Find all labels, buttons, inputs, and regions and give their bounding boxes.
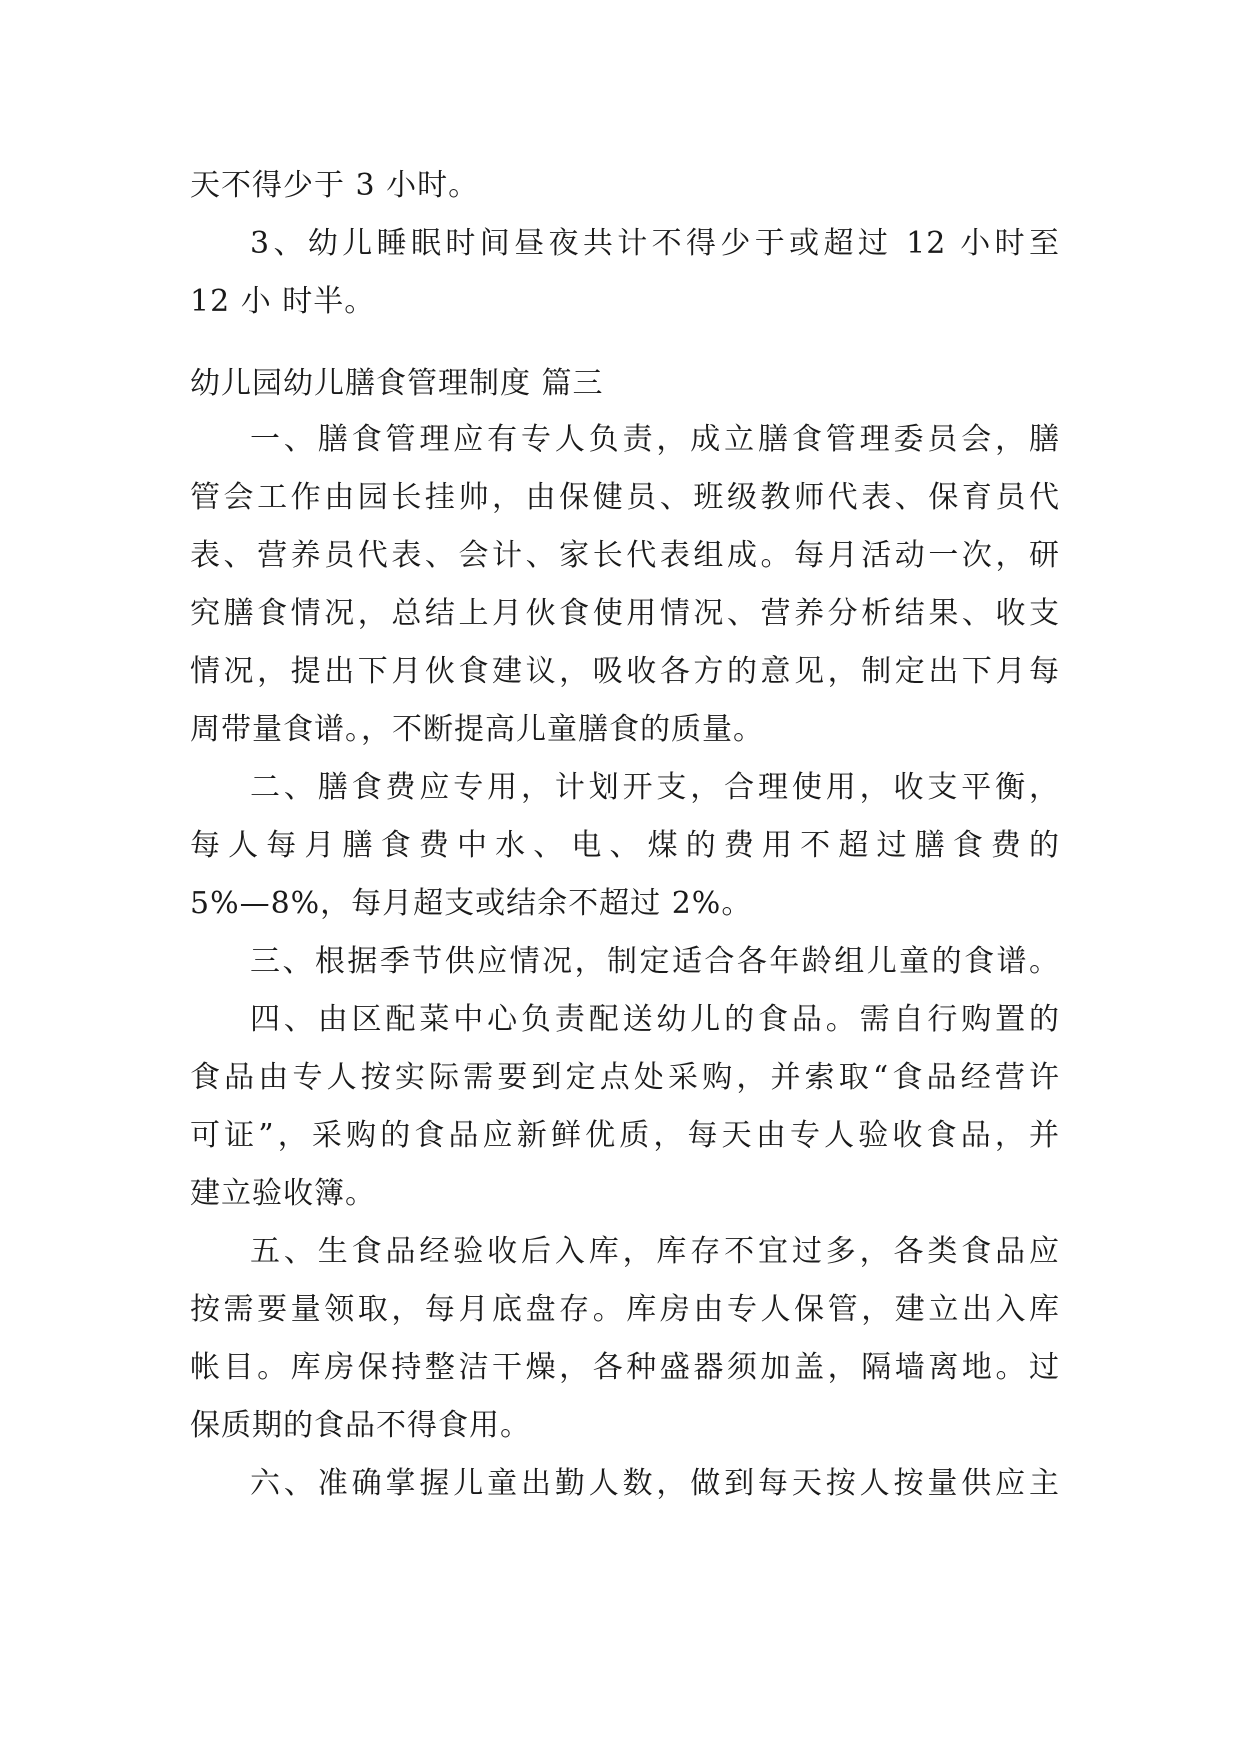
text-line: 每人每月膳食费中水、电、煤的费用不超过膳食费的 [190, 828, 1060, 863]
text-line: 五、生食品经验收后入库，库存不宜过多，各类食品应 [250, 1234, 1060, 1269]
text-line: 保质期的食品不得食用。 [190, 1408, 531, 1443]
text-line: 情况，提出下月伙食建议，吸收各方的意见，制定出下月每 [190, 654, 1060, 689]
text-line: 天不得少于 3 小时。 [190, 168, 480, 203]
text-line: 12 小 时半。 [190, 284, 376, 319]
text-line: 究膳食情况，总结上月伙食使用情况、营养分析结果、收支 [190, 596, 1060, 631]
text-line: 周带量食谱。，不断提高儿童膳食的质量。 [190, 712, 764, 747]
text-line: 按需要量领取，每月底盘存。库房由专人保管，建立出入库 [190, 1292, 1060, 1327]
text-line: 5%—8%，每月超支或结余不超过 2%。 [190, 886, 753, 921]
text-line: 六、准确掌握儿童出勤人数，做到每天按人按量供应主 [250, 1466, 1060, 1501]
section-heading: 幼儿园幼儿膳食管理制度 篇三 [190, 366, 604, 401]
text-line: 一、膳食管理应有专人负责，成立膳食管理委员会，膳 [250, 422, 1060, 457]
text-line: 帐目。库房保持整洁干燥，各种盛器须加盖，隔墙离地。过 [190, 1350, 1060, 1385]
text-line: 表、营养员代表、会计、家长代表组成。每月活动一次，研 [190, 538, 1060, 573]
text-line: 3、幼儿睡眠时间昼夜共计不得少于或超过 12 小时至 [250, 226, 1060, 261]
text-line: 四、由区配菜中心负责配送幼儿的食品。需自行购置的 [250, 1002, 1060, 1037]
text-line: 食品由专人按实际需要到定点处采购，并索取“食品经营许 [190, 1060, 1060, 1095]
text-line: 二、膳食费应专用，计划开支，合理使用，收支平衡， [250, 770, 1060, 805]
text-line: 管会工作由园长挂帅，由保健员、班级教师代表、保育员代 [190, 480, 1060, 515]
text-line: 三、根据季节供应情况，制定适合各年龄组儿童的食谱。 [250, 944, 1060, 979]
text-line: 建立验收簿。 [190, 1176, 376, 1211]
text-line: 可证”，采购的食品应新鲜优质，每天由专人验收食品，并 [190, 1118, 1060, 1153]
